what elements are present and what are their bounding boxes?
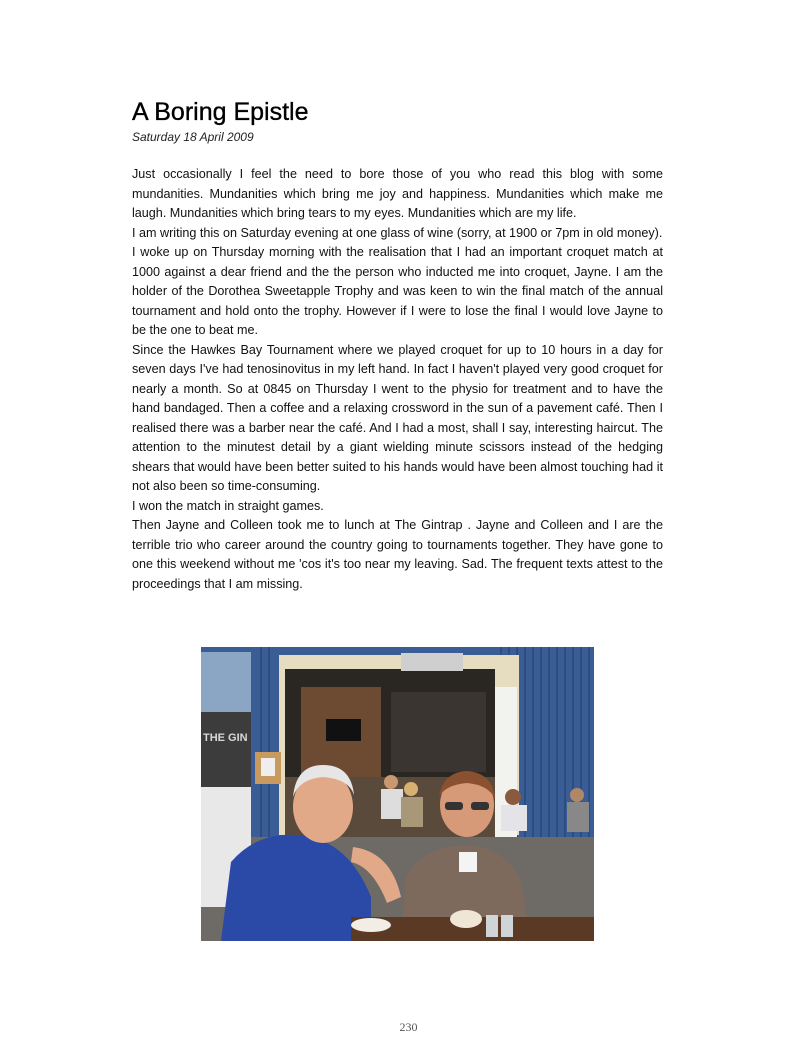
svg-text:THE GIN: THE GIN	[203, 732, 248, 744]
cafe-lunch-photo	[201, 647, 594, 941]
post-body	[132, 165, 663, 594]
paragraph: Just occasionally I feel the need to bore those of you who read this blog with some mundanities. Mundanities which bring me joy and happiness. Mundanities which make me laugh. Mundanities which bring tears to my eyes. Mundanities which are my life.	[132, 167, 663, 220]
paragraph: I am writing this on Saturday evening at one glass of wine (sorry, at 1900 or 7pm in old money).	[132, 225, 663, 240]
page-number: 230	[399, 1020, 418, 1034]
paragraph: Since the Hawkes Bay Tournament where we played croquet for up to 10 hours in a day for seven days I've had tenosinovitus in my left hand. In fact I haven't played very good croquet for nearly a month. So at 0845 on Thursday I went to the physio for treatment and to have the hand bandaged. Then a coffee and a relaxing crossword in the sun of a pavement café. Then I realised there was a barber near the café. And I had a most, shall I say, interesting haircut. The attention to the minutest detail by a giant wielding minute scissors instead of the hedging shears that would have been better suited to his hands would have been almost touching had it not also been so time-consuming.	[132, 342, 663, 493]
post-title: A Boring Epistle	[132, 98, 309, 126]
paragraph: I won the match in straight games.	[132, 498, 324, 513]
paragraph: Then Jayne and Colleen took me to lunch at The Gintrap . Jayne and Colleen and I are the terrible trio who career around the country going to tournaments together. They have gone to one this weekend without me 'cos it's too near my leaving. Sad. The frequent texts attest to the proceedings that I am missing.	[132, 518, 663, 591]
post-date: Saturday 18 April 2009	[132, 130, 254, 144]
cafe-sign-text	[203, 732, 248, 744]
paragraph: I woke up on Thursday morning with the realisation that I had an important croquet match at 1000 against a dear friend and the the person who inducted me into croquet, Jayne. I am the holder of the Dorothea Sweetapple Trophy and was keen to win the final match of the annual tournament and hold onto the trophy. However if I were to lose the final I would love Jayne to be the one to beat me.	[132, 245, 663, 337]
